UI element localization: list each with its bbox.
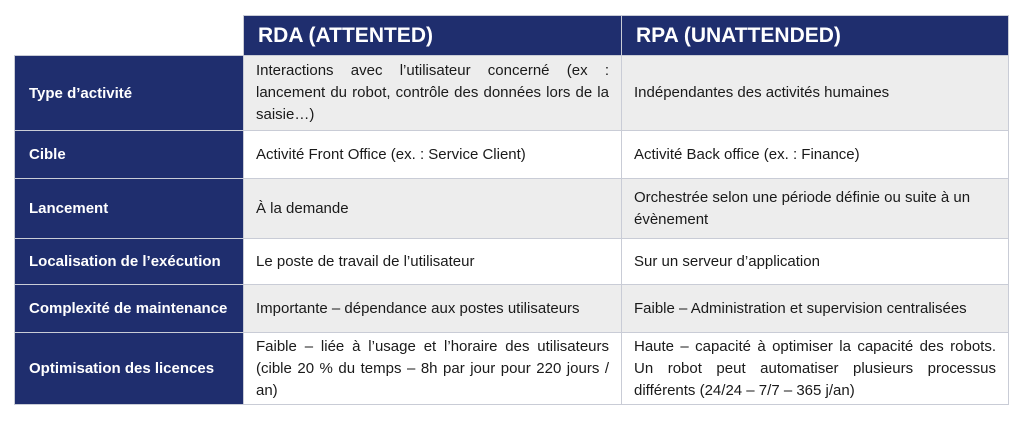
rda-cell: Faible – liée à l’usage et l’horaire des utilisateurs (cible 20 % du temps – 8h par jour pour 220 jours / an) bbox=[244, 333, 622, 405]
rda-cell: Activité Front Office (ex. : Service Client) bbox=[244, 131, 622, 179]
table-header-row bbox=[15, 16, 1009, 56]
rpa-cell: Faible – Administration et supervision centralisées bbox=[622, 285, 1009, 333]
rda-cell: À la demande bbox=[244, 179, 622, 239]
table-row bbox=[15, 131, 1009, 179]
table-row bbox=[15, 333, 1009, 405]
rda-cell: Interactions avec l’utilisateur concerné (ex : lancement du robot, contrôle des données lors de la saisie…) bbox=[244, 56, 622, 131]
rda-cell: Importante – dépendance aux postes utilisateurs bbox=[244, 285, 622, 333]
rpa-cell: Orchestrée selon une période définie ou suite à un évènement bbox=[622, 179, 1009, 239]
row-header: Optimisation des licences bbox=[15, 333, 244, 405]
row-header: Type d’activité bbox=[15, 56, 244, 131]
column-header-rpa: RPA (UNATTENDED) bbox=[622, 16, 1009, 56]
row-header: Cible bbox=[15, 131, 244, 179]
rpa-cell: Indépendantes des activités humaines bbox=[622, 56, 1009, 131]
row-header: Complexité de maintenance bbox=[15, 285, 244, 333]
table-row bbox=[15, 285, 1009, 333]
row-header: Lancement bbox=[15, 179, 244, 239]
rda-cell: Le poste de travail de l’utilisateur bbox=[244, 239, 622, 285]
table-row bbox=[15, 56, 1009, 131]
empty-corner-cell bbox=[15, 16, 244, 56]
table-row bbox=[15, 179, 1009, 239]
comparison-table bbox=[14, 15, 1009, 405]
rpa-cell: Haute – capacité à optimiser la capacité des robots. Un robot peut automatiser plusieurs processus différents (24/24 – 7/7 – 365 j/an) bbox=[622, 333, 1009, 405]
column-header-rda: RDA (ATTENTED) bbox=[244, 16, 622, 56]
row-header: Localisation de l’exécution bbox=[15, 239, 244, 285]
table-row bbox=[15, 239, 1009, 285]
rpa-cell: Sur un serveur d’application bbox=[622, 239, 1009, 285]
rpa-cell: Activité Back office (ex. : Finance) bbox=[622, 131, 1009, 179]
